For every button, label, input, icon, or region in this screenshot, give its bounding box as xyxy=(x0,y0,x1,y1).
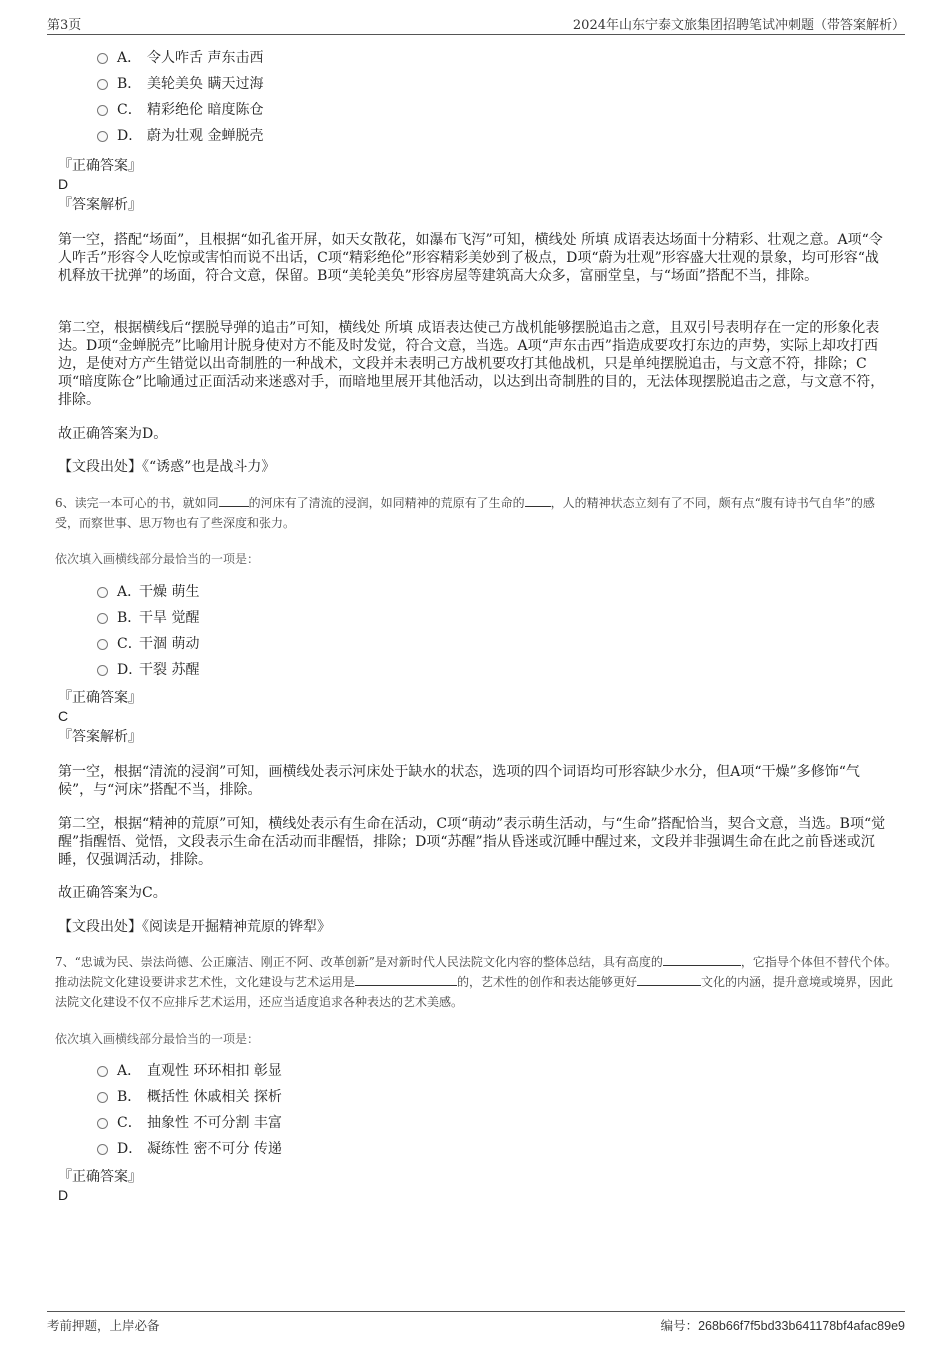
radio-icon[interactable] xyxy=(97,665,108,676)
radio-icon[interactable] xyxy=(97,639,108,650)
q5-option-c[interactable]: C． 精彩绝伦 暗度陈仓 xyxy=(97,100,263,120)
radio-icon[interactable] xyxy=(97,79,108,90)
q7-answer-label: 『正确答案』 xyxy=(58,1169,142,1185)
q5-option-a[interactable]: A． 令人咋舌 声东击西 xyxy=(97,48,263,68)
blank xyxy=(355,973,457,986)
radio-icon[interactable] xyxy=(97,53,108,64)
q6-option-b[interactable]: B．干旱 觉醒 xyxy=(97,608,199,628)
document-code: 编号：268b66f7f5bd33b641178bf4afac89e9 xyxy=(660,1318,905,1333)
q6-analysis-paragraph-1: 第一空，根据“清流的浸润”可知，画横线处表示河床处于缺水的状态，选项的四个词语均可形容缺少水分，但A项“干燥”多修饰“气候”，与“河床”搭配不当，排除。 xyxy=(58,764,860,798)
q6-analysis-label: 『答案解析』 xyxy=(58,729,142,745)
q7-option-c[interactable]: C． 抽象性 不可分割 丰富 xyxy=(97,1113,282,1133)
radio-icon[interactable] xyxy=(97,131,108,142)
q5-answer: D xyxy=(58,176,69,192)
q6-option-c[interactable]: C．干涸 萌动 xyxy=(97,634,199,654)
q6-analysis-paragraph-2: 第二空，根据“精神的荒原”可知，横线处表示有生命在活动，C项“萌动”表示萌生活动，与“生命”搭配恰当，契合文意，当选。B项“觉醒”指醒悟、觉悟，文段表示生命在活动而非醒悟，排除；D项“苏醒”指从昏迷或沉睡中醒过来，文段并非强调生命在此之前昏迷或沉睡，仅强调活动，排除。 xyxy=(58,816,886,868)
blank xyxy=(663,953,741,966)
q6-answer-label: 『正确答案』 xyxy=(58,690,142,706)
q5-analysis-paragraph-1: 第一空，搭配“场面”，且根据“如孔雀开屏，如天女散花，如瀑布飞泻”可知，横线处 所填 成语表达场面十分精彩、壮观之意。A项“令人咋舌”形容令人吃惊或害怕而说不出话，C项“精彩绝伦”形容精彩美妙到了极点，D项“蔚为壮观”形容盛大壮观的景象，均可形容“战机释放干扰弹”的场面，符合文意，保留。B项“美轮美奂”形容房屋等建筑高大众多，富丽堂皇，与“场面”搭配不当，排除。 xyxy=(58,232,883,284)
radio-icon[interactable] xyxy=(97,587,108,598)
blank xyxy=(219,494,249,507)
q5-conclusion: 故正确答案为D。 xyxy=(58,426,168,442)
q5-analysis-label: 『答案解析』 xyxy=(58,197,142,213)
radio-icon[interactable] xyxy=(97,1066,108,1077)
q7-prompt: 依次填入画横线部分最恰当的一项是： xyxy=(55,1032,260,1046)
page-header xyxy=(47,14,905,35)
blank xyxy=(525,494,551,507)
page-footer xyxy=(47,1311,905,1336)
q7-option-b[interactable]: B． 概括性 休戚相关 探析 xyxy=(97,1087,282,1107)
radio-icon[interactable] xyxy=(97,105,108,116)
footer-slogan: 考前押题，上岸必备 xyxy=(47,1318,160,1333)
q6-source: 【文段出处】《阅读是开掘精神荒原的铧犁》 xyxy=(58,919,331,935)
q7-option-d[interactable]: D． 凝练性 密不可分 传递 xyxy=(97,1139,282,1159)
q7-answer: D xyxy=(58,1187,69,1203)
q6-prompt: 依次填入画横线部分最恰当的一项是： xyxy=(55,552,260,566)
blank xyxy=(637,973,701,986)
q5-answer-label: 『正确答案』 xyxy=(58,158,142,174)
q7-stem: 7、“忠诚为民、崇法尚德、公正廉洁、刚正不阿、改革创新”是对新时代人民法院文化内容的整体总结，具有高度的 ，它指导个体但不替代个体。推动法院文化建设要讲求艺术性，文化建设与艺术运用是 的，艺术性的创作和表达能够更好 文化的内涵，提升意境或境界，因此法院文化建设不仅不应排斥艺术运用，还应当适度追求各种表达的艺术美感。 xyxy=(55,955,897,1009)
page-number: 第3页 xyxy=(47,18,82,33)
radio-icon[interactable] xyxy=(97,1118,108,1129)
q5-option-d[interactable]: D． 蔚为壮观 金蝉脱壳 xyxy=(97,126,263,146)
radio-icon[interactable] xyxy=(97,1144,108,1155)
q7-option-a[interactable]: A． 直观性 环环相扣 彰显 xyxy=(97,1061,282,1081)
radio-icon[interactable] xyxy=(97,1092,108,1103)
q6-option-d[interactable]: D．干裂 苏醒 xyxy=(97,660,199,680)
document-title: 2024年山东宁泰文旅集团招聘笔试冲刺题（带答案解析） xyxy=(572,18,905,33)
q5-option-b[interactable]: B． 美轮美奂 瞒天过海 xyxy=(97,74,263,94)
radio-icon[interactable] xyxy=(97,613,108,624)
q5-analysis-paragraph-2: 第二空，根据横线后“摆脱导弹的追击”可知，横线处 所填 成语表达使己方战机能够摆脱追击之意，且双引号表明存在一定的形象化表达。D项“金蝉脱壳”比喻用计脱身使对方不能及时发觉，符合文意，当选。A项“声东击西”指造成要攻打东边的声势，实际上却攻打西边，是使对方产生错觉以出奇制胜的一种战术，文段并未表明己方战机要攻打其他战机，只是单纯摆脱追击，与文意不符，排除；C项“暗度陈仓”比喻通过正面活动来迷惑对手，而暗地里展开其他活动，以达到出奇制胜的目的，无法体现摆脱追击之意，与文意不符，排除。 xyxy=(58,320,885,408)
q6-answer: C xyxy=(58,708,69,724)
q6-option-a[interactable]: A．干燥 萌生 xyxy=(97,582,199,602)
q6-stem: 6、读完一本可心的书，就如同 的河床有了清流的浸润，如同精神的荒原有了生命的 ，人的精神状态立刻有了不同，颇有点“腹有诗书气自华”的感受，而察世事、思万物也有了些深度和张力。 xyxy=(55,496,875,530)
q6-conclusion: 故正确答案为C。 xyxy=(58,885,167,901)
q5-source: 【文段出处】《“诱惑”也是战斗力》 xyxy=(58,459,276,475)
